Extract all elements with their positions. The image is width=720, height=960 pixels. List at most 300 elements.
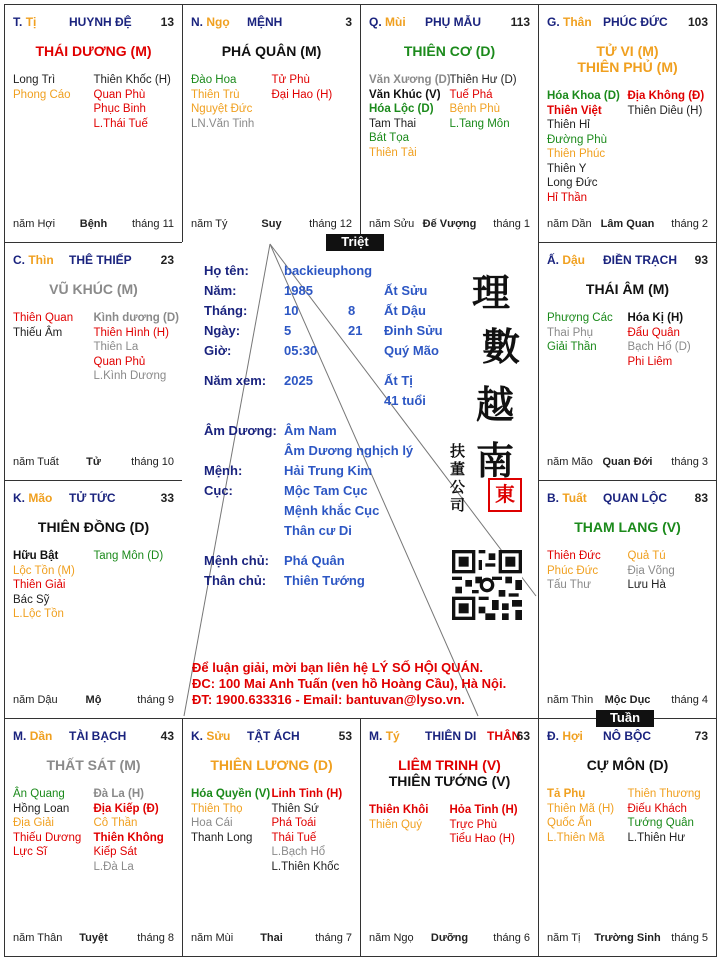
minor-stars-left — [547, 787, 628, 845]
calligraphy-char-4: 南 — [476, 438, 515, 483]
palace-header — [369, 15, 530, 31]
minor-star: L.Bạch Hổ — [271, 846, 326, 858]
minor-stars-right — [272, 787, 353, 874]
palace-ty — [360, 718, 539, 957]
minor-star: Kình dương (D) — [93, 312, 179, 324]
body-master-value: Thiên Tướng — [284, 573, 365, 588]
life-stage: Tử — [86, 456, 101, 468]
minor-star: L.Thiên Mã — [547, 831, 605, 844]
palace-number: 43 — [160, 729, 174, 743]
palace-number: 3 — [345, 15, 352, 29]
minor-star: Tử Phù — [271, 74, 310, 86]
minor-star: Tuế Phá — [449, 88, 493, 101]
life-stage: Quan Đới — [602, 456, 653, 468]
palace-tuat — [538, 480, 717, 719]
minor-star: Nguyệt Đức — [191, 103, 253, 115]
palace-title: THIÊN DI — [425, 729, 477, 743]
minor-stars-left — [13, 73, 94, 131]
body-position: Thân cư Di — [284, 523, 352, 538]
palace-dau — [538, 242, 717, 481]
minor-star: Thiên Thương — [627, 788, 701, 800]
minor-star: Lưu Hà — [627, 579, 666, 591]
minor-star: Thiên Thọ — [191, 802, 243, 815]
palace-stem: M. — [369, 729, 383, 743]
palace-year: năm Thìn — [547, 694, 594, 706]
cuc-value: Mộc Tam Cục — [284, 483, 368, 498]
palace-suu — [182, 718, 361, 957]
minor-star: Linh Tinh (H) — [271, 788, 343, 800]
minor-star: Thai Phụ — [547, 326, 594, 339]
minor-stars-left — [547, 549, 628, 593]
minor-star: Ân Quang — [13, 788, 65, 800]
age-value: 41 tuổi — [384, 393, 426, 408]
palace-footer — [13, 694, 174, 708]
palace-header — [547, 491, 708, 507]
qr-code-icon[interactable] — [452, 550, 522, 620]
main-stars — [539, 757, 716, 773]
palace-header — [13, 253, 174, 269]
main-stars — [5, 43, 182, 59]
minor-stars — [13, 787, 174, 874]
minor-stars-right — [628, 787, 709, 845]
year-lunar: Ất Sửu — [384, 283, 428, 298]
palace-branch — [547, 15, 592, 29]
day-label: Ngày: — [204, 323, 241, 338]
life-stage: Mộ — [85, 694, 102, 706]
palace-thin — [4, 242, 183, 481]
main-star: PHÁ QUÂN (M) — [221, 43, 322, 59]
minor-star: Tướng Quân — [627, 817, 694, 829]
palace-stem: B. — [547, 491, 559, 505]
minor-stars-right — [628, 89, 709, 205]
minor-star: Đà La (H) — [93, 788, 144, 800]
life-stage: Tuyệt — [79, 932, 108, 944]
palace-footer — [13, 456, 174, 470]
minor-star: L.Kình Dương — [93, 370, 167, 382]
minor-star: Địa Võng — [627, 564, 675, 577]
minor-star: Hóa Lộc (D) — [369, 103, 434, 115]
minor-stars-left — [13, 311, 94, 384]
palace-year: năm Mão — [547, 456, 593, 468]
minor-stars — [13, 311, 179, 384]
minor-star: Phục Binh — [93, 103, 146, 115]
minor-star: Phượng Các — [547, 312, 613, 324]
palace-year: năm Dậu — [13, 694, 58, 706]
minor-stars-left — [369, 803, 450, 847]
triet-badge: Triệt — [326, 234, 384, 251]
palace-branch — [547, 253, 585, 267]
minor-star: Hỉ Thần — [547, 191, 588, 204]
minor-stars-right — [628, 311, 709, 369]
minor-star: Hữu Bật — [13, 550, 59, 562]
life-stage: Trường Sinh — [594, 932, 661, 944]
destiny-master-value: Phá Quân — [284, 553, 345, 568]
main-stars — [539, 43, 716, 75]
minor-star: Phi Liêm — [627, 355, 673, 368]
minor-star: Thiên Sứ — [271, 802, 319, 815]
hour-label: Giờ: — [204, 343, 232, 358]
palace-number: 113 — [510, 15, 530, 29]
palace-branch — [191, 729, 230, 743]
minor-star: Quan Phù — [93, 88, 146, 101]
destiny-value: Hải Trung Kim — [284, 463, 373, 478]
calligraphy-char-3: 越 — [476, 382, 515, 427]
palace-branch-name: Dậu — [562, 253, 586, 267]
palace-number: 83 — [694, 491, 708, 505]
main-stars — [183, 43, 360, 59]
calligraphy-char-2: 數 — [482, 324, 521, 369]
palace-stem: N. — [191, 15, 203, 29]
palace-footer — [13, 218, 174, 232]
minor-star: Giải Thần — [547, 341, 597, 353]
palace-number: 33 — [160, 491, 174, 505]
minor-star: L.Thiên Hư — [627, 831, 686, 844]
minor-star: Thanh Long — [191, 831, 253, 844]
main-star: TỬ VI (M) — [596, 43, 659, 59]
palace-year: năm Hợi — [13, 218, 56, 230]
minor-star: L.Thiên Khốc — [271, 860, 340, 873]
palace-mao — [4, 480, 183, 719]
main-stars — [539, 281, 716, 297]
minor-star: Long Đức — [547, 177, 598, 189]
palace-ngo — [182, 4, 361, 243]
palace-month: tháng 8 — [137, 932, 174, 944]
palace-number: 53 — [338, 729, 352, 743]
contact-line-1: Để luận giải, mời bạn liên hệ LÝ SỐ HỘI QUÁN. — [192, 660, 483, 675]
palace-year: năm Ngọ — [369, 932, 414, 944]
day-solar: 5 — [284, 323, 292, 338]
palace-branch-name: Thân — [563, 15, 592, 29]
minor-stars-right — [94, 73, 175, 131]
palace-branch — [369, 729, 400, 743]
minor-star: Thiên Quý — [369, 818, 423, 831]
minor-star: Thái Tuế — [271, 831, 317, 844]
minor-star: Tiểu Hao (H) — [449, 833, 515, 845]
palace-footer — [191, 218, 352, 232]
minor-star: Hoa Cái — [191, 817, 233, 829]
minor-stars-right — [450, 803, 531, 847]
minor-stars-left — [547, 311, 628, 369]
minor-star: Thiếu Dương — [13, 831, 82, 844]
red-seal-stamp: 東 — [488, 478, 522, 512]
palace-month: tháng 6 — [493, 932, 530, 944]
palace-header — [13, 15, 174, 31]
main-stars — [183, 757, 360, 773]
palace-branch-name: Ngọ — [206, 15, 230, 29]
palace-header — [13, 729, 174, 745]
tuan-badge: Tuần — [596, 710, 654, 727]
palace-branch — [191, 15, 230, 29]
palace-year: năm Tị — [547, 932, 581, 944]
palace-branch — [13, 491, 52, 505]
palace-stem: T. — [13, 15, 23, 29]
calligraphy-char-1: 理 — [472, 270, 511, 315]
minor-star: Địa Giải — [13, 817, 54, 829]
palace-header — [547, 729, 708, 745]
minor-star: Thiên La — [93, 341, 139, 353]
minor-star: Lực Sĩ — [13, 846, 47, 858]
main-star: THIÊN CƠ (D) — [403, 43, 496, 59]
palace-year: năm Sửu — [369, 218, 415, 230]
minor-star: Thiên Đức — [547, 550, 601, 562]
cuc-note: Mệnh khắc Cục — [284, 503, 380, 518]
body-palace-marker: THÂN — [487, 729, 521, 743]
minor-star: Thiếu Âm — [13, 326, 63, 339]
life-stage: Mộc Dục — [604, 694, 651, 706]
minor-star: Cô Thần — [93, 817, 138, 829]
minor-star: LN.Văn Tinh — [191, 117, 255, 130]
palace-title: TẬT ÁCH — [247, 729, 300, 743]
main-stars — [361, 757, 538, 789]
palace-month: tháng 3 — [671, 456, 708, 468]
palace-stem: K. — [13, 491, 25, 505]
life-stage: Suy — [261, 218, 282, 230]
main-star: VŨ KHÚC (M) — [49, 281, 138, 297]
palace-branch-name: Tý — [385, 729, 400, 743]
palace-header — [191, 15, 352, 31]
main-star: THIÊN LƯƠNG (D) — [210, 757, 333, 773]
contact-phone-email[interactable]: ĐT: 1900.633316 - Email: bantuvan@lyso.vn. — [192, 692, 465, 707]
main-star: THIÊN TƯỚNG (V) — [388, 773, 511, 789]
main-stars — [5, 519, 182, 535]
small-calli-2: 董 — [450, 460, 466, 478]
palace-number: 73 — [694, 729, 708, 743]
palace-footer — [547, 218, 708, 232]
palace-dan — [4, 718, 183, 957]
minor-star: Thiên Hư (D) — [449, 74, 517, 86]
minor-star: Tam Thai — [369, 117, 417, 130]
palace-number: 63 — [516, 729, 530, 743]
palace-header — [547, 15, 708, 31]
minor-stars-left — [13, 549, 94, 622]
main-stars — [539, 519, 716, 535]
destiny-label: Mệnh: — [204, 463, 243, 478]
minor-star: Bạch Hổ (D) — [627, 341, 691, 353]
minor-star: Thiên Giải — [13, 579, 66, 591]
minor-stars-left — [547, 89, 628, 205]
palace-year: năm Dần — [547, 218, 592, 230]
palace-number: 103 — [687, 15, 708, 29]
minor-star: Hóa Khoa (D) — [547, 90, 620, 102]
yin-yang-value: Âm Nam — [284, 423, 337, 438]
minor-star: Thiên Hỉ — [547, 119, 590, 131]
minor-star: Văn Xương (D) — [369, 74, 451, 86]
palace-month: tháng 12 — [309, 218, 352, 230]
month-solar: 10 — [284, 303, 299, 318]
minor-star: Quả Tú — [627, 550, 666, 562]
minor-stars — [13, 73, 174, 131]
life-stage: Lâm Quan — [600, 218, 655, 230]
minor-stars — [547, 311, 708, 369]
minor-star: Long Trì — [13, 74, 56, 86]
yin-yang-note: Âm Dương nghịch lý — [284, 443, 414, 458]
main-star: THẤT SÁT (M) — [46, 757, 141, 773]
minor-star: Thiên Khốc (H) — [93, 74, 171, 86]
palace-branch-name: Sửu — [206, 729, 231, 743]
center-info-panel — [182, 242, 538, 718]
palace-header — [369, 729, 530, 745]
palace-year: năm Tuất — [13, 456, 59, 468]
small-calli-4: 司 — [450, 496, 466, 514]
main-star: CỰ MÔN (D) — [586, 757, 669, 773]
palace-footer — [191, 932, 352, 946]
palace-title: TỬ TỨC — [69, 491, 116, 505]
minor-star: Thiên Tài — [369, 146, 417, 159]
minor-stars-left — [191, 73, 272, 131]
main-stars — [361, 43, 538, 59]
main-star: THIÊN PHỦ (M) — [577, 59, 678, 75]
palace-month: tháng 11 — [131, 218, 174, 230]
day-lunar: Đinh Sửu — [384, 323, 443, 338]
minor-star: Hỏa Tinh (H) — [449, 804, 518, 816]
minor-stars — [547, 787, 708, 845]
minor-star: Thiên Mã (H) — [547, 802, 615, 815]
palace-branch-name: Thìn — [28, 253, 54, 267]
palace-title: QUAN LỘC — [603, 491, 667, 505]
minor-stars-right — [94, 549, 175, 622]
month-label: Tháng: — [204, 303, 248, 318]
minor-star: L.Lộc Tồn — [13, 608, 64, 620]
palace-number: 13 — [160, 15, 174, 29]
palace-title: THÊ THIẾP — [69, 253, 132, 267]
palace-branch — [547, 491, 587, 505]
palace-footer — [369, 218, 530, 232]
palace-title: PHỤ MẪU — [425, 15, 481, 29]
minor-star: Bệnh Phù — [449, 103, 501, 115]
minor-star: L.Tang Môn — [449, 117, 510, 130]
main-stars — [5, 281, 182, 297]
minor-stars-right — [272, 73, 353, 131]
minor-stars — [369, 803, 530, 847]
main-star: THÁI DƯƠNG (M) — [35, 43, 152, 59]
minor-star: Thiên Khôi — [369, 804, 429, 816]
life-stage: Dưỡng — [430, 932, 469, 944]
minor-star: Thiên Việt — [547, 104, 602, 117]
minor-star: Hóa Kị (H) — [627, 312, 684, 324]
minor-stars — [191, 787, 352, 874]
palace-stem: K. — [191, 729, 203, 743]
minor-stars-right — [94, 787, 175, 874]
palace-branch — [13, 729, 52, 743]
main-star: THÁI ÂM (M) — [585, 281, 670, 297]
minor-star: Hồng Loan — [13, 802, 70, 815]
palace-branch-name: Tuất — [562, 491, 587, 505]
minor-star: Văn Khúc (V) — [369, 88, 441, 101]
main-star: THAM LANG (V) — [574, 519, 681, 535]
palace-footer — [547, 694, 708, 708]
palace-year: năm Thân — [13, 932, 63, 944]
palace-stem: Ấ. — [547, 253, 559, 267]
hour-lunar: Quý Mão — [384, 343, 439, 358]
minor-star: Đường Phù — [547, 133, 607, 146]
palace-title: TÀI BẠCH — [69, 729, 127, 743]
palace-header — [13, 491, 174, 507]
minor-stars-left — [369, 73, 450, 160]
minor-star: Thiên Y — [547, 162, 587, 175]
palace-footer — [369, 932, 530, 946]
palace-branch — [369, 15, 406, 29]
minor-stars — [13, 549, 174, 622]
palace-branch — [547, 729, 583, 743]
minor-star: Đào Hoa — [191, 74, 237, 86]
palace-branch-name: Mùi — [385, 15, 406, 29]
minor-star: Đại Hao (H) — [271, 88, 333, 101]
minor-stars-right — [628, 549, 709, 593]
palace-branch-name: Tị — [25, 15, 37, 29]
minor-star: Hóa Quyền (V) — [191, 788, 271, 800]
minor-star: Tang Môn (D) — [93, 550, 164, 562]
palace-branch — [13, 253, 54, 267]
minor-star: Thiên Trù — [191, 88, 240, 101]
minor-star: Thiên Hình (H) — [93, 326, 169, 339]
minor-star: Tấu Thư — [547, 579, 591, 591]
minor-stars-left — [13, 787, 94, 874]
palace-branch — [13, 15, 36, 29]
minor-stars — [547, 549, 708, 593]
year-label: Năm: — [204, 283, 237, 298]
minor-star: Thiên Diêu (H) — [627, 104, 703, 117]
view-year-lunar: Ất Tị — [384, 373, 413, 388]
main-star: LIÊM TRINH (V) — [398, 757, 501, 773]
life-stage: Thai — [260, 932, 283, 944]
minor-star: Bác Sỹ — [13, 593, 50, 606]
day-lunar-number: 21 — [348, 323, 363, 338]
palace-stem: C. — [13, 253, 25, 267]
name-label: Họ tên: — [204, 263, 249, 278]
palace-month: tháng 9 — [137, 694, 174, 706]
life-stage: Đế Vượng — [422, 218, 477, 230]
palace-year: năm Tý — [191, 218, 228, 230]
view-year-label: Năm xem: — [204, 373, 267, 388]
palace-stem: G. — [547, 15, 560, 29]
palace-month: tháng 2 — [671, 218, 708, 230]
palace-header — [547, 253, 708, 269]
palace-title: ĐIỀN TRẠCH — [603, 253, 677, 267]
minor-star: Thiên Quan — [13, 312, 74, 324]
small-calli-3: 公 — [450, 478, 466, 496]
palace-stem: M. — [13, 729, 27, 743]
palace-ti — [4, 4, 183, 243]
palace-hoi — [538, 718, 717, 957]
palace-title: NÔ BỘC — [603, 729, 651, 743]
palace-title: HUYNH ĐỆ — [69, 15, 132, 29]
minor-star: Điếu Khách — [627, 802, 687, 815]
palace-stem: Q. — [369, 15, 382, 29]
minor-stars-right — [93, 311, 179, 384]
view-year-value: 2025 — [284, 373, 313, 388]
palace-title: MỆNH — [247, 15, 283, 29]
palace-than — [538, 4, 717, 243]
life-stage: Bệnh — [79, 218, 108, 230]
small-calli-1: 扶 — [450, 442, 466, 460]
minor-star: Bát Tọa — [369, 132, 410, 144]
destiny-master-label: Mệnh chủ: — [204, 553, 269, 568]
palace-footer — [547, 456, 708, 470]
minor-star: Kiếp Sát — [93, 846, 137, 858]
palace-footer — [547, 932, 708, 946]
minor-star: L.Đà La — [93, 860, 134, 873]
minor-star: L.Thái Tuế — [93, 117, 148, 130]
minor-star: Đẩu Quân — [627, 326, 680, 339]
month-lunar-number: 8 — [348, 303, 356, 318]
main-star: THIÊN ĐỒNG (D) — [37, 519, 150, 535]
minor-star: Phúc Đức — [547, 564, 599, 577]
minor-stars — [369, 73, 530, 160]
minor-stars — [191, 73, 352, 131]
yin-yang-label: Âm Dương: — [204, 423, 277, 438]
minor-star: Địa Không (Đ) — [627, 90, 705, 102]
minor-star: Lộc Tồn (M) — [13, 564, 75, 577]
